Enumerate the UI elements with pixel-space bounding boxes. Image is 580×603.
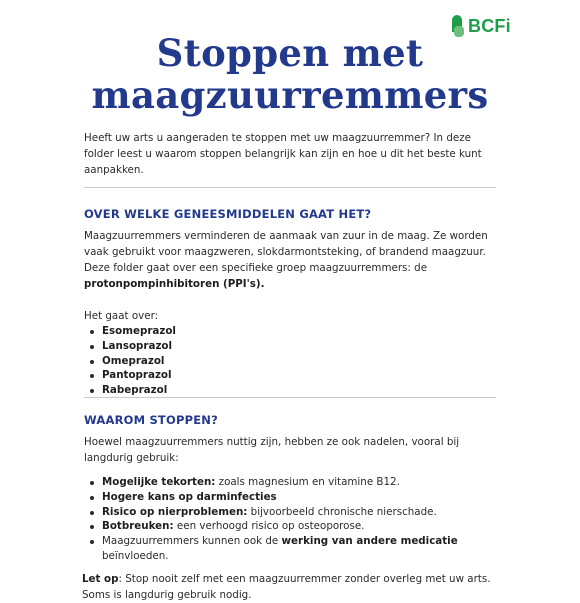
risk-title: Hogere kans op darminfecties [102, 490, 277, 503]
section-heading-why-stop: WAAROM STOPPEN? [84, 413, 218, 427]
title-line-2: maagzuurremmers [91, 73, 489, 117]
list-item [84, 534, 496, 564]
list-item [84, 475, 496, 490]
why-stop-section [84, 434, 496, 564]
warning-body: : Stop nooit zelf met een maagzuurremmer zonder overleg met uw arts. Soms is langdurig gebruik nodig. [82, 573, 491, 601]
bcfi-logo-text: BCFi [468, 15, 511, 36]
list-item [84, 519, 496, 534]
page-title [0, 32, 580, 116]
list-item [84, 324, 496, 339]
risk-text: een verhoogd risico op osteoporose. [173, 520, 365, 533]
list-item [84, 368, 496, 383]
medicines-paragraph-text: Maagzuurremmers verminderen de aanmaak van zuur in de maag. Ze worden vaak gebruikt voor maagzweren, slokdarmontsteking, of brandend maagzuur. Deze folder gaat over een specifieke groep maagzuurremmers: de [84, 230, 488, 274]
drug-name: Omeprazol [102, 354, 165, 367]
list-intro: Het gaat over: [84, 310, 159, 322]
medicines-section [84, 228, 496, 398]
divider [84, 187, 496, 188]
list-item [84, 339, 496, 354]
drug-name: Lansoprazol [102, 339, 173, 352]
risk-list [84, 475, 496, 564]
risk-text: Maagzuurremmers kunnen ook de [102, 535, 282, 548]
drug-list [84, 324, 496, 398]
drug-name: Rabeprazol [102, 384, 168, 397]
list-item [84, 383, 496, 398]
drug-name: Pantoprazol [102, 369, 172, 382]
warning-label: Let op [82, 573, 119, 585]
drug-name: Esomeprazol [102, 325, 176, 337]
medicines-paragraph [84, 228, 496, 292]
warning-text [82, 571, 496, 603]
risk-text: bijvoorbeeld chronische nierschade. [247, 505, 437, 518]
list-item [84, 505, 496, 520]
risk-title: Mogelijke tekorten: [102, 476, 216, 488]
risk-title: Botbreuken: [102, 520, 174, 533]
risk-title: werking van andere medicatie [281, 535, 458, 548]
section-heading-medicines: OVER WELKE GENEESMIDDELEN GAAT HET? [84, 207, 372, 221]
list-item [84, 354, 496, 369]
warning-note [82, 571, 496, 603]
intro-text: Heeft uw arts u aangeraden te stoppen met uw maagzuurremmer? In deze folder leest u waarom stoppen belangrijk kan zijn en hoe u dit het beste kunt aanpakken. [84, 132, 482, 176]
ppi-term: protonpompinhibitoren (PPI's). [84, 278, 265, 290]
intro-block [84, 130, 496, 178]
divider [84, 397, 496, 398]
risk-text: zoals magnesium en vitamine B12. [215, 476, 400, 488]
why-stop-paragraph: Hoewel maagzuurremmers nuttig zijn, hebben ze ook nadelen, vooral bij langdurig gebruik: [84, 436, 460, 464]
list-item [84, 490, 496, 505]
title-line-1: Stoppen met [156, 31, 424, 75]
risk-title: Risico op nierproblemen: [102, 505, 248, 518]
risk-text: beïnvloeden. [102, 549, 169, 562]
